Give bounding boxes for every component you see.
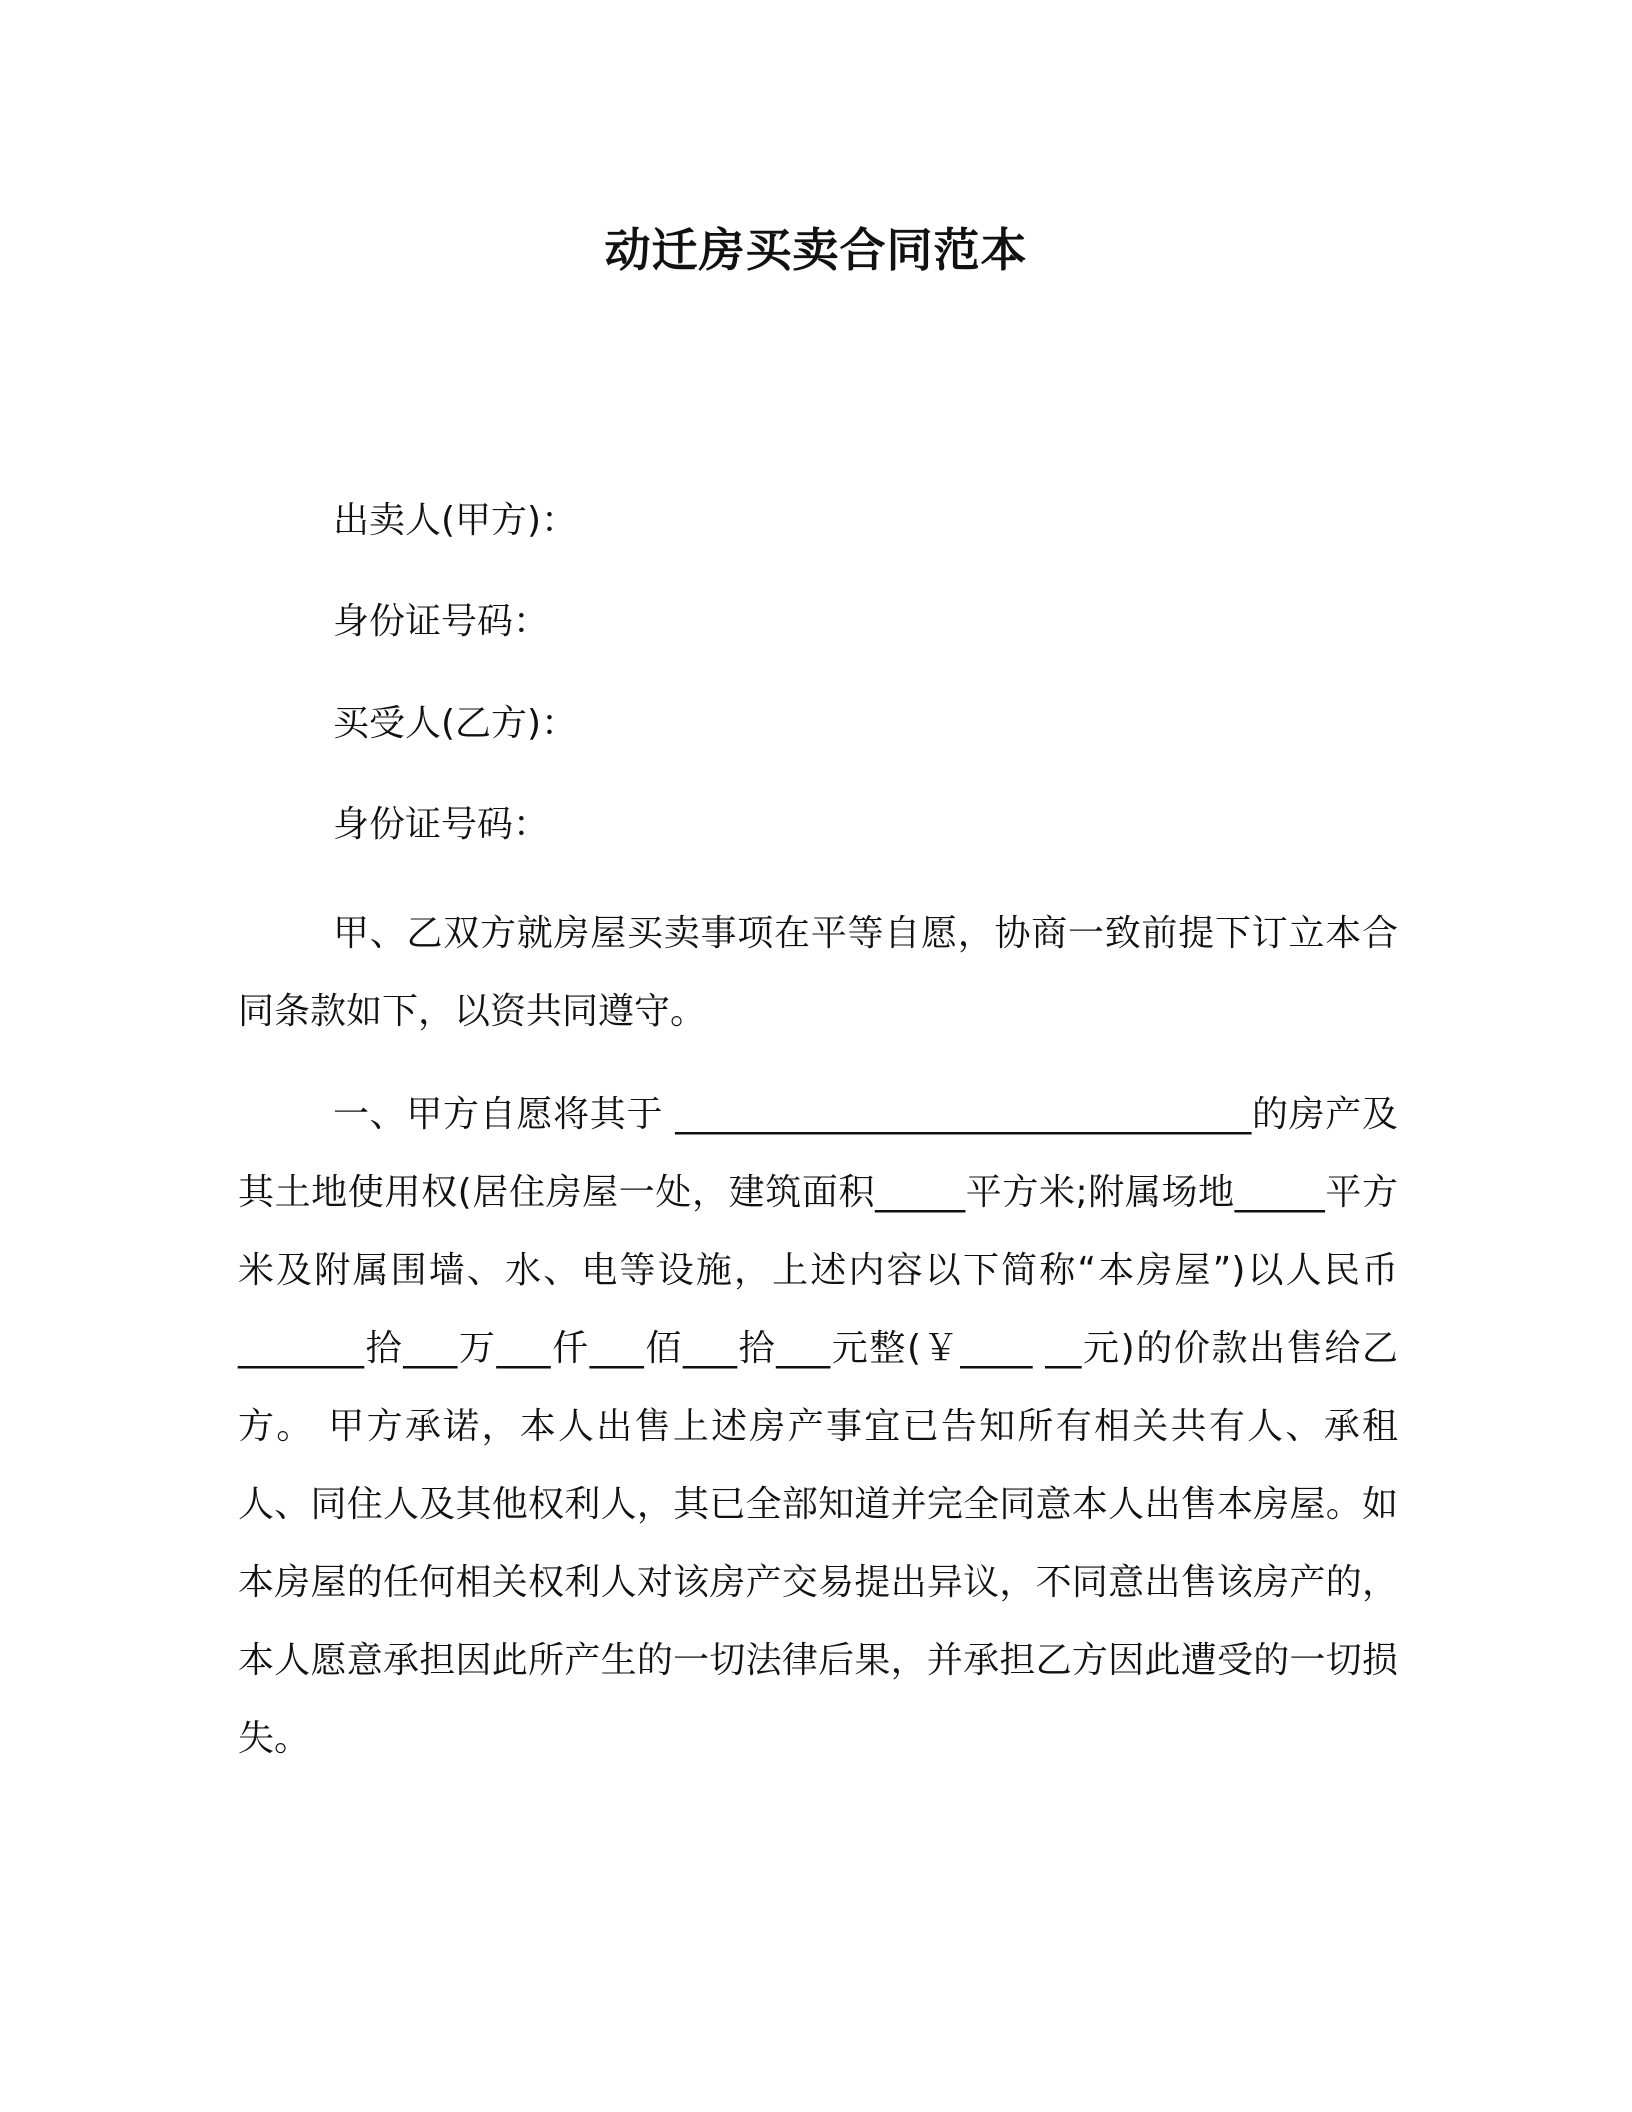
buyer-id-label: 身份证号码： — [333, 804, 550, 845]
seller-label: 出卖人(甲方)： — [333, 500, 578, 541]
buyer-label: 买受人(乙方)： — [333, 703, 578, 744]
clause-one-paragraph: 一、甲方自愿将其于 ________________________________的房产及其土地使用权(居住房屋一处，建筑面积_____平方米;附属场地_____平方米及附属围墙、水、电等设施，上述内容以下简称“本房屋”)以人民币_______拾___万___仟___佰___拾___元整(￥____ __元)的价款出售给乙方。 甲方承诺，本人出售上述房产事宜已告知所有相关共有人、承租人、同住人及其他权利人，其已全部知道并完全同意本人出售本房屋。如本房屋的任何相关权利人对该房产交易提出异议，不同意出售该房产的，本人愿意承担因此所产生的一切法律后果，并承担乙方因此遭受的一切损失。 — [238, 1094, 1398, 1759]
document-title: 动迁房买卖合同范本 — [604, 223, 1028, 277]
preamble-paragraph: 甲、乙双方就房屋买卖事项在平等自愿，协商一致前提下订立本合同条款如下，以资共同遵守。 — [238, 913, 1398, 1032]
seller-id-label: 身份证号码： — [333, 601, 550, 642]
